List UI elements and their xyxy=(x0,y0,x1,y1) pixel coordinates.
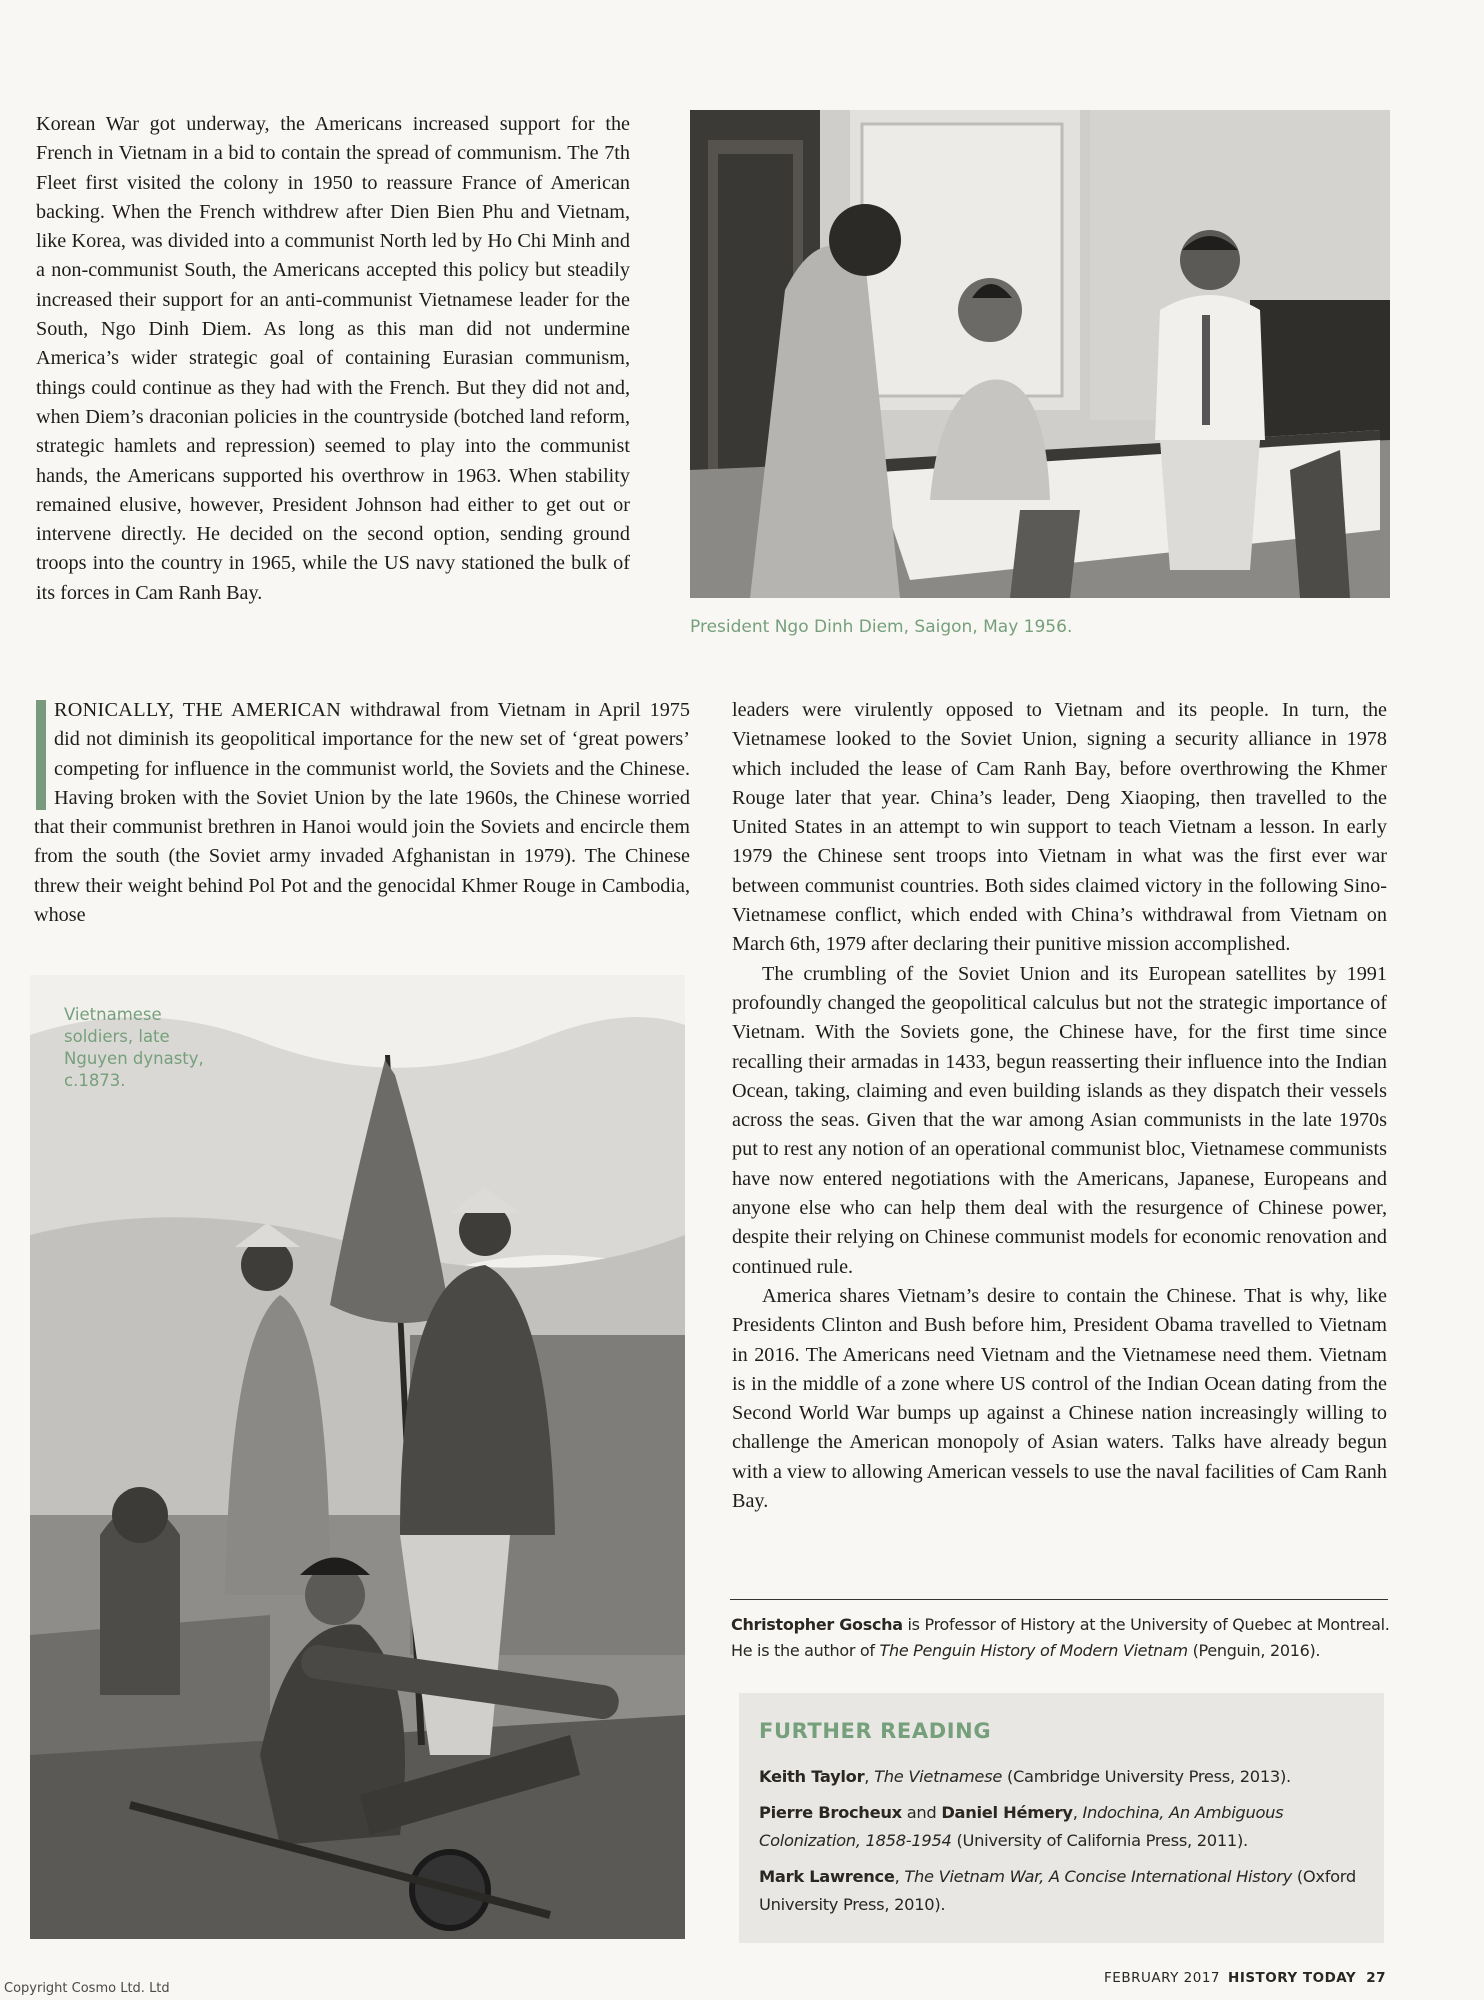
author-book-publisher: (Penguin, 2016). xyxy=(1187,1641,1321,1660)
section-left-column xyxy=(34,696,690,930)
intro-paragraph xyxy=(36,110,630,608)
author-bio-text: is Professor of History at the University of Quebec at Montreal. He is the author of xyxy=(731,1615,1390,1660)
copyright-watermark: Copyright Cosmo Ltd. Ltd xyxy=(4,1981,170,1996)
reading-author: Pierre Brocheux xyxy=(759,1803,902,1822)
reading-item: Pierre Brocheux and Daniel Hémery, Indochina, An Ambiguous Colonization, 1858-1954 (University of California Press, 2011). xyxy=(759,1803,1284,1850)
reading-title: Indochina, An Ambiguous Colonization, 1858-1954 xyxy=(759,1803,1284,1850)
reading-item: Keith Taylor, The Vietnamese (Cambridge University Press, 2013). xyxy=(759,1767,1291,1786)
reading-publisher: (Oxford University Press, 2010). xyxy=(759,1867,1356,1914)
section-right-paragraph-2: The crumbling of the Soviet Union and its European satellites by 1991 profoundly changed the geopolitical calculus but not the strategic importance of Vietnam. With the Soviets gone, the Chinese have, for the first time since recalling their armadas in 1433, begun reasserting their influence into the Indian Ocean, taking, claiming and even building islands as they dispatch their vessels across the seas. Given that the war among Asian communists in the late 1970s put to rest any notion of an operational communist bloc, Vietnamese communists have now entered negotiations with the Americans, Japanese, Europeans and anyone else who can help them deal with the resurgence of Chinese power, despite their relying on Chinese communist models for economic renovation and continued rule. xyxy=(732,962,1387,1278)
engraving-caption: Vietnamese soldiers, late Nguyen dynasty, c.1873. xyxy=(64,1005,204,1090)
intro-text: Korean War got underway, the Americans increased support for the French in Vietnam in a bid to contain the spread of communism. The 7th Fleet first visited the colony in 1950 to reassure France of American backing. When the French withdrew after Dien Bien Phu and Vietnam, like Korea, was divided into a communist North led by Ho Chi Minh and a non-communist South, the Americans accepted this policy but steadily increased their support for an anti-communist Vietnamese leader for the South, Ngo Dinh Diem. As long as this man did not undermine America’s wider strategic goal of containing Eurasian communism, things could continue as they had with the French. But they did not and, when Diem’s draconian policies in the countryside (botched land reform, strategic hamlets and repression) seemed to play into the communist hands, the Americans supported his overthrow in 1963. When stability remained elusive, however, President Johnson had either to get out or intervene directly. He decided on the second option, sending ground troops into the country in 1965, while the US navy stationed the bulk of its forces in Cam Ranh Bay. xyxy=(36,113,630,604)
reading-coauthor: Daniel Hémery xyxy=(941,1803,1073,1822)
author-book-title: The Penguin History of Modern Vietnam xyxy=(879,1641,1188,1660)
diem-photograph xyxy=(690,110,1390,598)
section-right-paragraph-1: leaders were virulently opposed to Vietnam and its people. In turn, the Vietnamese looked to the Soviet Union, signing a security alliance in 1978 which included the lease of Cam Ranh Bay, before overthrowing the Khmer Rouge later that year. China’s leader, Deng Xiaoping, then travelled to the United States in an attempt to win support to teach Vietnam a lesson. In early 1979 the Chinese sent troops into Vietnam in what was the first ever war between communist countries. Both sides claimed victory in the following Sino-Vietnamese conflict, which ended with China’s withdrawal from Vietnam on March 6th, 1979 after declaring their punitive mission accomplished. xyxy=(732,699,1387,956)
reading-publisher: (University of California Press, 2011). xyxy=(951,1831,1248,1850)
page-number: 27 xyxy=(1366,1970,1386,1986)
lead-caps: RONICALLY, THE AMERICAN xyxy=(54,699,342,721)
engraving-scene xyxy=(30,975,685,1939)
reading-title: The Vietnam War, A Concise International History xyxy=(904,1867,1292,1886)
page-footer xyxy=(1104,1970,1386,1986)
dropcap-bar xyxy=(36,700,46,810)
further-reading-list xyxy=(759,1763,1369,1927)
magazine-name: HISTORY TODAY xyxy=(1228,1970,1357,1986)
section-left-text: withdrawal from Vietnam in April 1975 did not diminish its geopolitical importance for the new set of ‘great powers’ competing for influence in the communist world, the Soviets and the Chinese. Having broken with the Soviet Union by the late 1960s, the Chinese worried that their communist brethren in Hanoi would join the Soviets and encircle them from the south (the Soviet army invaded Afghanistan in 1979). The Chinese threw their weight behind Pol Pot and the genocidal Khmer Rouge in Cambodia, whose xyxy=(34,699,690,927)
reading-item: Mark Lawrence, The Vietnam War, A Concise International History (Oxford University Press, 2010). xyxy=(759,1867,1356,1914)
reading-author: Mark Lawrence xyxy=(759,1867,895,1886)
section-opening-paragraph xyxy=(34,696,690,930)
reading-author: Keith Taylor xyxy=(759,1767,865,1786)
soldiers-engraving xyxy=(30,975,685,1939)
issue-date: FEBRUARY 2017 xyxy=(1104,1970,1221,1986)
further-reading-heading: FURTHER READING xyxy=(759,1719,992,1743)
photo-caption: President Ngo Dinh Diem, Saigon, May 1956. xyxy=(690,617,1073,637)
section-right-paragraph-3: America shares Vietnam’s desire to contain the Chinese. That is why, like Presidents Clinton and Bush before him, President Obama travelled to Vietnam in 2016. The Americans need Vietnam and the Vietnamese need them. Vietnam is in the middle of a zone where US control of the Indian Ocean dating from the Second World War bumps up against a Chinese nation increasingly willing to challenge the American monopoly of Asian waters. Talks have already begun with a view to allowing American vessels to use the naval facilities of Cam Ranh Bay. xyxy=(732,1284,1387,1513)
author-name: Christopher Goscha xyxy=(731,1615,903,1634)
further-reading-box xyxy=(739,1693,1384,1943)
reading-publisher: (Cambridge University Press, 2013). xyxy=(1002,1767,1291,1786)
author-bio xyxy=(731,1612,1391,1664)
section-right-column xyxy=(732,696,1387,1516)
photo-scene xyxy=(690,110,1390,598)
reading-title: The Vietnamese xyxy=(874,1767,1003,1786)
reading-author-separator: and xyxy=(901,1803,942,1822)
author-divider xyxy=(730,1599,1388,1600)
